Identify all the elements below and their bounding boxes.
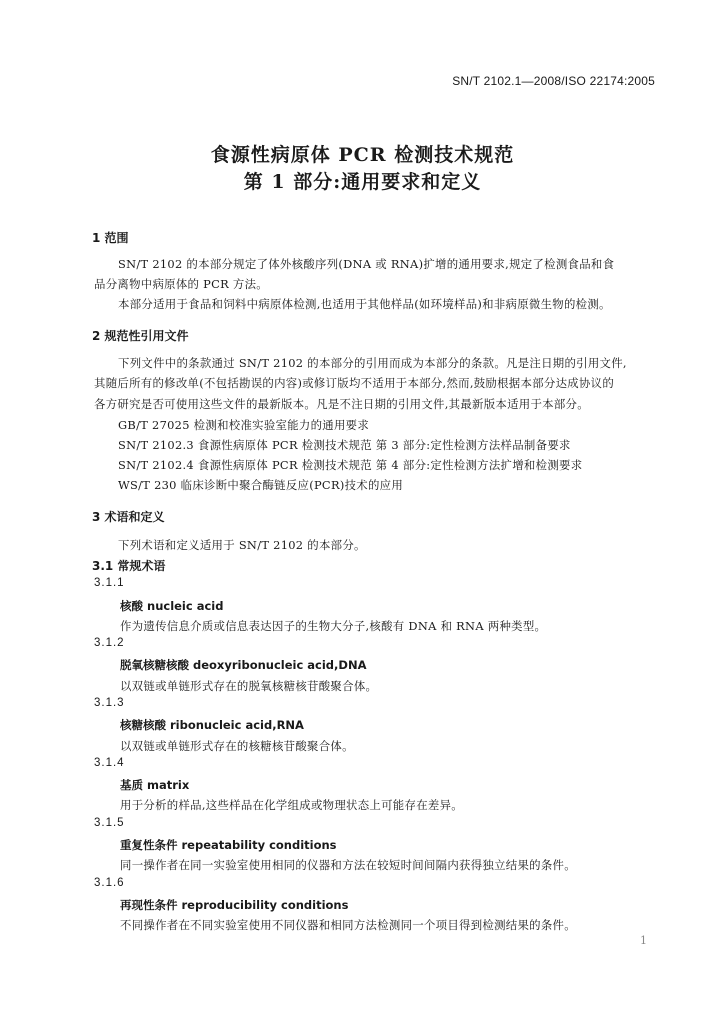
section-3-heading: 3 术语和定义 [92,510,165,524]
term-definition: 同一操作者在同一实验室使用相同的仪器和方法在较短时间间隔内获得独立结果的条件。 [120,858,576,872]
page-number: 1 [640,934,647,947]
term-number: 3.1.5 [94,817,125,829]
standard-header: SN/T 2102.1—2008/ISO 22174:2005 [452,74,655,88]
document-title-line2: 第 1 部分:通用要求和定义 [243,171,482,193]
term-number: 3.1.1 [94,577,125,589]
section-2-paragraph: 各方研究是否可使用这些文件的最新版本。凡是不注日期的引用文件,其最新版本适用于本部分。 [94,397,589,411]
normative-reference: WS/T 230 临床诊断中聚合酶链反应(PCR)技术的应用 [118,478,404,492]
term-definition: 以双链或单链形式存在的核糖核苷酸聚合体。 [120,739,354,753]
term-definition: 作为遗传信息介质或信息表达因子的生物大分子,核酸有 DNA 和 RNA 两种类型。 [120,619,547,633]
term-name: 重复性条件 repeatability conditions [120,838,337,852]
term-definition: 以双链或单链形式存在的脱氧核糖核苷酸聚合体。 [120,679,378,693]
term-number: 3.1.6 [94,877,125,889]
subsection-3-1-heading: 3.1 常规术语 [92,559,166,573]
term-name: 再现性条件 reproducibility conditions [120,898,349,912]
term-definition: 用于分析的样品,这些样品在化学组成或物理状态上可能存在差异。 [120,798,463,812]
normative-reference: GB/T 27025 检测和校准实验室能力的通用要求 [118,418,370,432]
term-number: 3.1.4 [94,757,125,769]
term-number: 3.1.3 [94,697,125,709]
document-title-line1: 食源性病原体 PCR 检测技术规范 [210,144,515,166]
section-1-paragraph: 本部分适用于食品和饲料中病原体检测,也适用于其他样品(如环境样品)和非病原微生物的检测。 [118,297,611,311]
term-name: 核糖核酸 ribonucleic acid,RNA [120,718,304,732]
section-1-heading: 1 范围 [92,231,129,245]
section-1-paragraph: 品分离物中病原体的 PCR 方法。 [94,277,268,291]
term-name: 脱氧核糖核酸 deoxyribonucleic acid,DNA [120,658,367,672]
term-name: 核酸 nucleic acid [120,599,224,613]
section-1-paragraph: SN/T 2102 的本部分规定了体外核酸序列(DNA 或 RNA)扩增的通用要求,规定了检测食品和食 [118,257,615,271]
normative-reference: SN/T 2102.3 食源性病原体 PCR 检测技术规范 第 3 部分:定性检测方法样品制备要求 [118,438,571,452]
normative-reference: SN/T 2102.4 食源性病原体 PCR 检测技术规范 第 4 部分:定性检测方法扩增和检测要求 [118,458,583,472]
section-2-heading: 2 规范性引用文件 [92,329,189,343]
section-2-paragraph: 下列文件中的条款通过 SN/T 2102 的本部分的引用而成为本部分的条款。凡是注日期的引用文件, [118,356,627,370]
term-number: 3.1.2 [94,637,125,649]
term-name: 基质 matrix [120,778,190,792]
term-definition: 不同操作者在不同实验室使用不同仪器和相同方法检测同一个项目得到检测结果的条件。 [120,918,576,932]
section-2-paragraph: 其随后所有的修改单(不包括勘误的内容)或修订版均不适用于本部分,然而,鼓励根据本部分达成协议的 [94,376,615,390]
section-3-intro: 下列术语和定义适用于 SN/T 2102 的本部分。 [118,538,366,552]
